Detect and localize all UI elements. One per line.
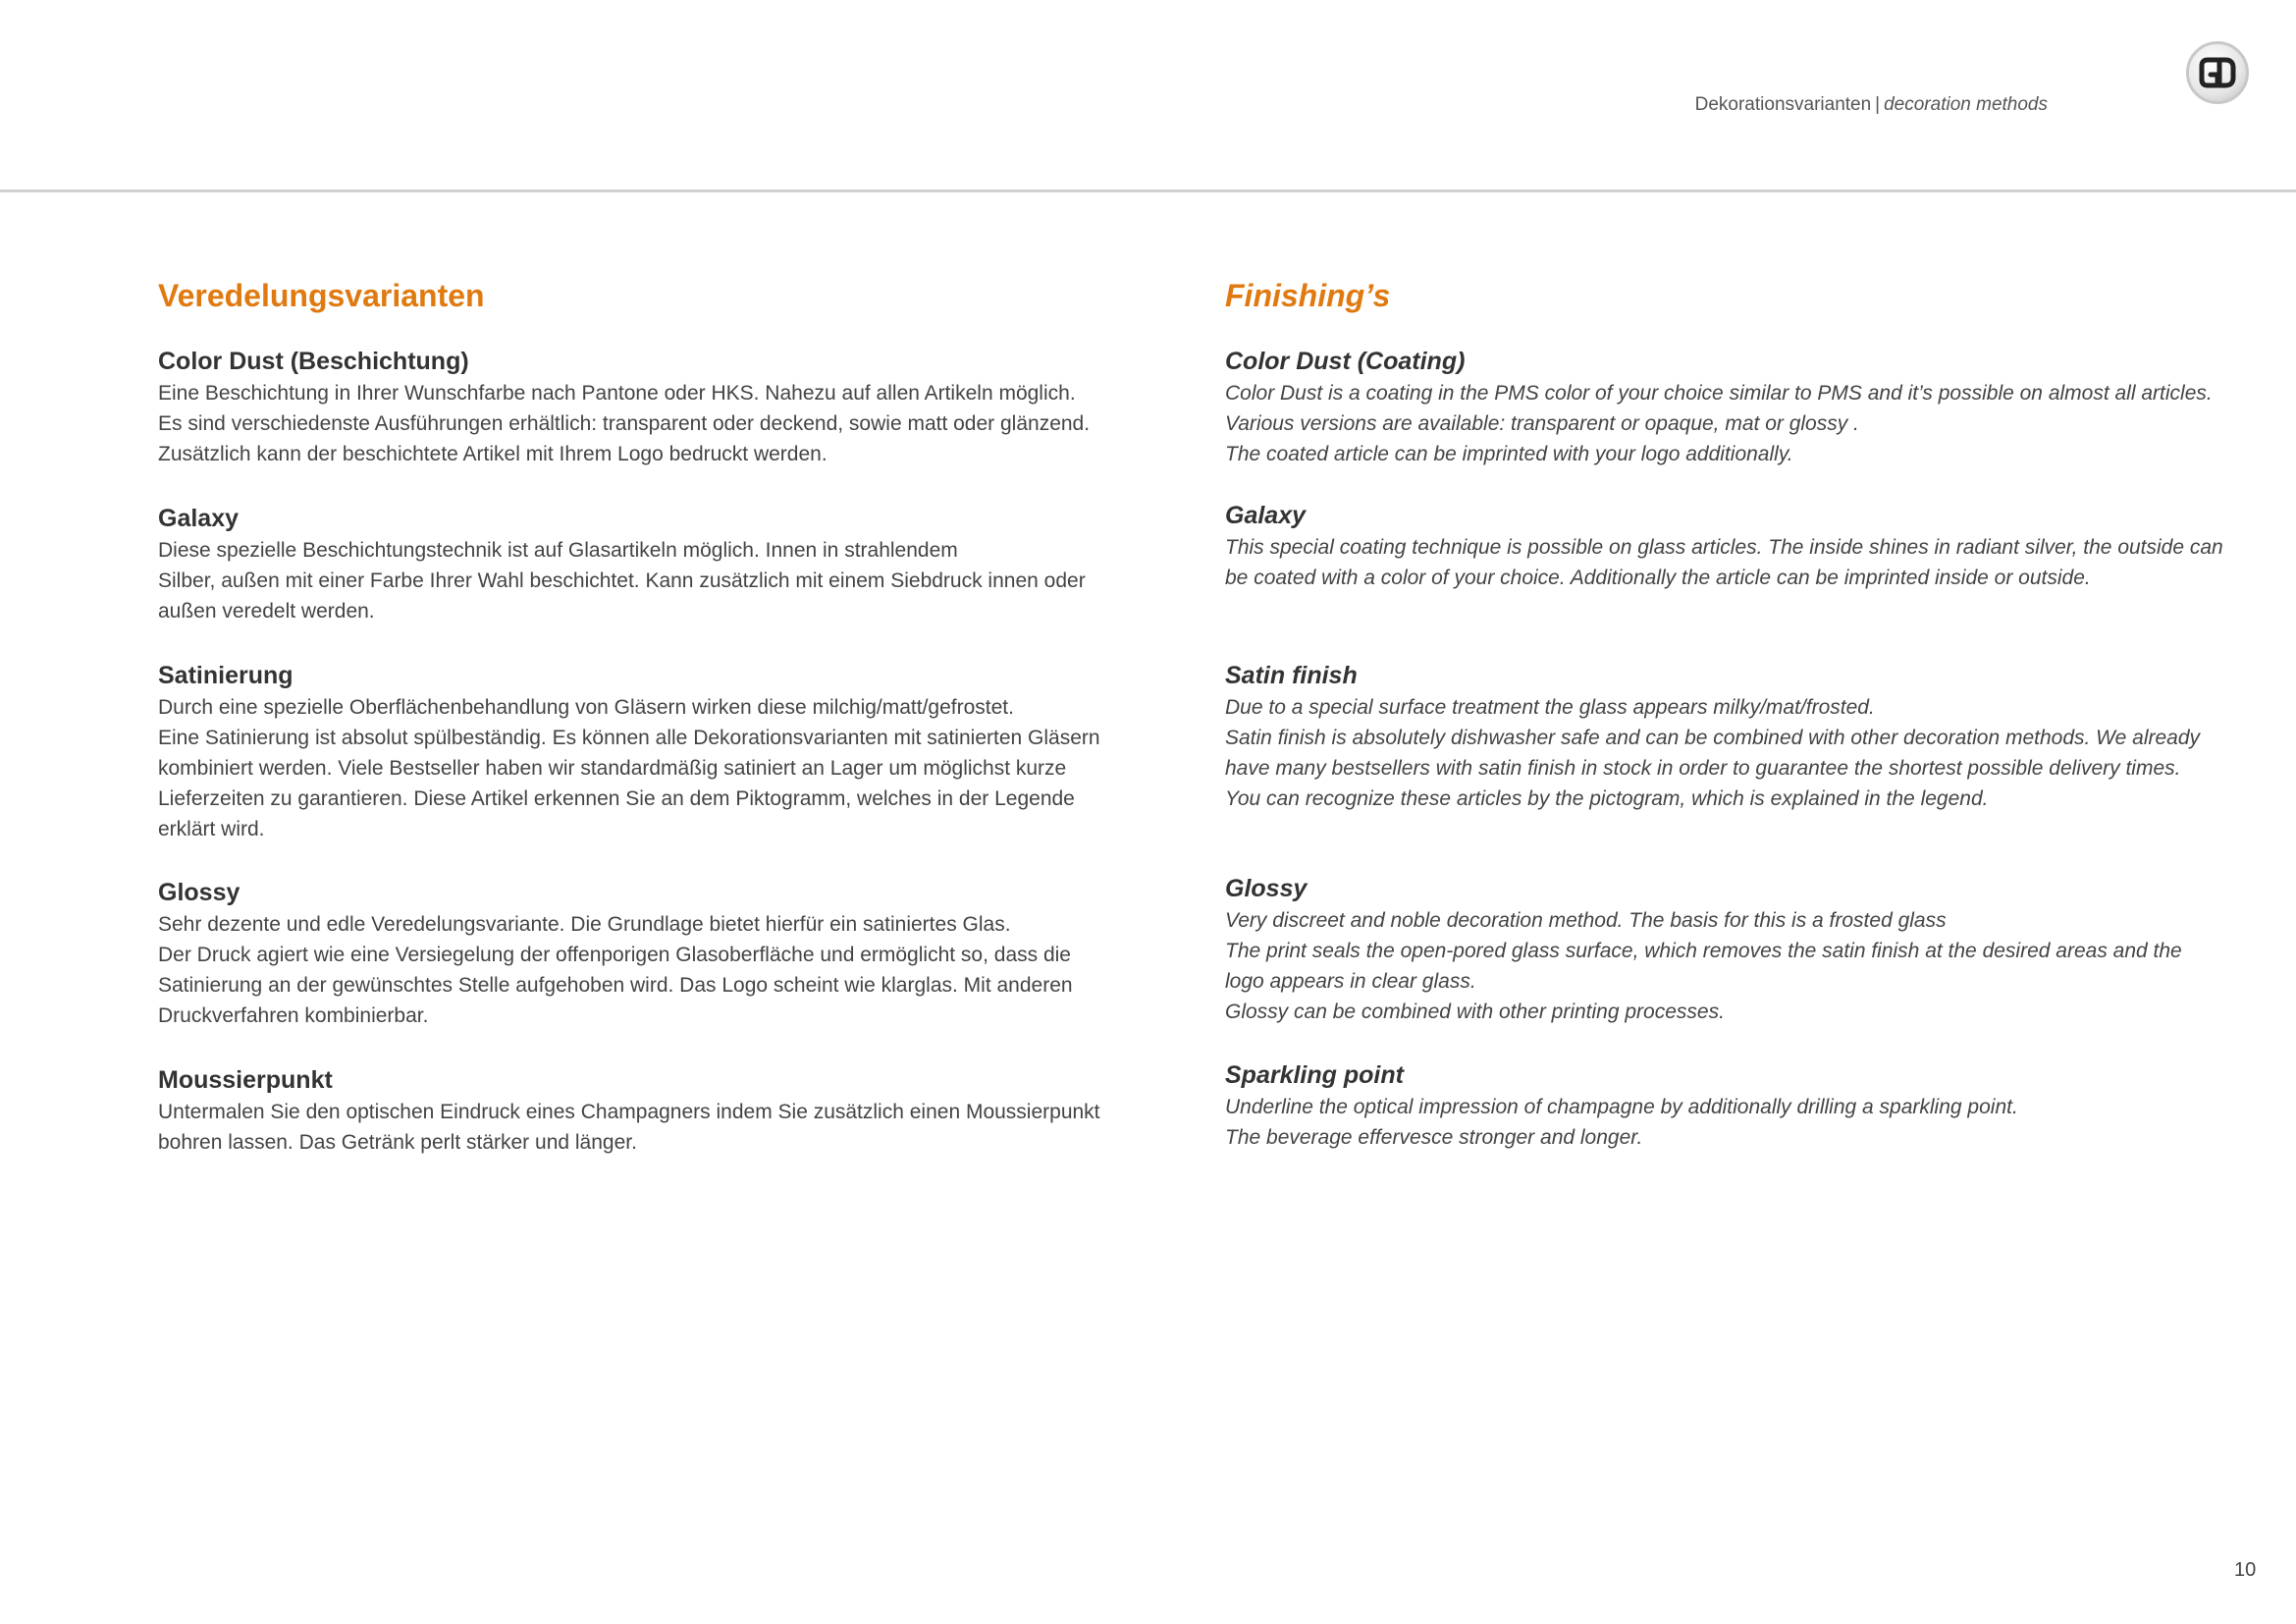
section-line: be coated with a color of your choice. Additionally the article can be imprinted inside or outside.: [1225, 567, 2091, 589]
section-line: Eine Satinierung ist absolut spülbeständig. Es können alle Dekorationsvarianten mit satinierten Gläsern: [158, 727, 1100, 749]
section-title: Glossy: [158, 879, 240, 906]
section-line: Der Druck agiert wie eine Versiegelung der offenporigen Glasoberfläche und ermöglicht so, dass die: [158, 944, 1071, 966]
section-line: Due to a special surface treatment the glass appears milky/mat/frosted.: [1225, 696, 1875, 719]
section-line: You can recognize these articles by the pictogram, which is explained in the legend.: [1225, 787, 1989, 810]
section-line: Zusätzlich kann der beschichtete Artikel mit Ihrem Logo bedruckt werden.: [158, 443, 828, 465]
header-separator: |: [1875, 94, 1881, 115]
section-title: Sparkling point: [1225, 1061, 1404, 1089]
section-line: Color Dust is a coating in the PMS color of your choice similar to PMS and it’s possible on almost all articles.: [1225, 382, 2213, 405]
section-line: Satin finish is absolutely dishwasher safe and can be combined with other decoration methods. We already: [1225, 727, 2201, 749]
section-glossy-de: [158, 876, 1100, 1031]
section-color-dust-de: [158, 345, 1100, 469]
section-sparkling-point-en: [1225, 1058, 2167, 1153]
section-line: bohren lassen. Das Getränk perlt stärker und länger.: [158, 1131, 637, 1154]
german-column-title: Veredelungsvarianten: [158, 278, 485, 313]
company-logo: [2186, 41, 2249, 104]
section-line: Glossy can be combined with other printing processes.: [1225, 1001, 1725, 1023]
section-line: erklärt wird.: [158, 818, 265, 840]
section-satinierung-de: [158, 659, 1100, 844]
section-line: Silber, außen mit einer Farbe Ihrer Wahl beschichtet. Kann zusätzlich mit einem Siebdruck innen oder: [158, 569, 1086, 592]
section-title: Color Dust (Beschichtung): [158, 348, 469, 375]
section-title: Color Dust (Coating): [1225, 348, 1466, 375]
section-line: Durch eine spezielle Oberflächenbehandlung von Gläsern wirken diese milchig/matt/gefrostet.: [158, 696, 1014, 719]
section-line: Various versions are available: transparent or opaque, mat or glossy .: [1225, 412, 1859, 435]
section-line: have many bestsellers with satin finish in stock in order to guarantee the shortest possible delivery times.: [1225, 757, 2181, 780]
english-column-title: Finishing’s: [1225, 278, 1391, 313]
section-line: Es sind verschiedenste Ausführungen erhältlich: transparent oder deckend, sowie matt oder glänzend.: [158, 412, 1091, 435]
header-label-english: decoration methods: [1884, 94, 2048, 115]
section-galaxy-en: [1225, 499, 2223, 593]
section-line: The beverage effervesce stronger and longer.: [1225, 1126, 1643, 1149]
section-title: Glossy: [1225, 875, 1308, 902]
section-line: Druckverfahren kombinierbar.: [158, 1004, 429, 1027]
section-line: Untermalen Sie den optischen Eindruck eines Champagners indem Sie zusätzlich einen Moussierpunkt: [158, 1101, 1100, 1123]
section-line: außen veredelt werden.: [158, 600, 375, 623]
section-galaxy-de: [158, 502, 1100, 626]
section-line: Underline the optical impression of champagne by additionally drilling a sparkling point.: [1225, 1096, 2018, 1118]
section-line: Eine Beschichtung in Ihrer Wunschfarbe nach Pantone oder HKS. Nahezu auf allen Artikeln möglich.: [158, 382, 1076, 405]
section-line: Sehr dezente und edle Veredelungsvariante. Die Grundlage bietet hierfür ein satiniertes Glas.: [158, 913, 1011, 936]
section-color-dust-en: [1225, 345, 2213, 469]
section-title: Galaxy: [158, 505, 240, 532]
section-line: kombiniert werden. Viele Bestseller haben wir standardmäßig satiniert an Lager um möglichst kurze: [158, 757, 1067, 780]
section-line: Satinierung an der gewünschtes Stelle aufgehoben wird. Das Logo scheint wie klarglas. Mit anderen: [158, 974, 1073, 997]
section-title: Satinierung: [158, 662, 294, 689]
section-title: Galaxy: [1225, 502, 1307, 529]
page-number: 10: [2234, 1559, 2257, 1581]
english-column: [1225, 273, 2223, 1149]
section-satin-finish-en: [1225, 659, 2201, 814]
header-divider: [0, 189, 2296, 192]
german-column: [158, 273, 1100, 1154]
section-line: logo appears in clear glass.: [1225, 970, 1476, 993]
header-label-german: Dekorationsvarianten: [1694, 94, 1872, 115]
section-line: This special coating technique is possible on glass articles. The inside shines in radiant silver, the outside can: [1225, 536, 2223, 559]
section-title: Moussierpunkt: [158, 1066, 333, 1094]
gd-logo-icon: [2196, 51, 2239, 94]
section-glossy-en: [1225, 872, 2182, 1027]
section-line: Diese spezielle Beschichtungstechnik ist auf Glasartikeln möglich. Innen in strahlendem: [158, 539, 958, 562]
section-line: The print seals the open-pored glass surface, which removes the satin finish at the desired areas and the: [1225, 940, 2182, 962]
section-title: Satin finish: [1225, 662, 1358, 689]
section-line: The coated article can be imprinted with your logo additionally.: [1225, 443, 1793, 465]
section-line: Very discreet and noble decoration method. The basis for this is a frosted glass: [1225, 909, 1947, 932]
running-header: [1695, 94, 2048, 116]
section-line: Lieferzeiten zu garantieren. Diese Artikel erkennen Sie an dem Piktogramm, welches in der Legende: [158, 787, 1075, 810]
section-moussierpunkt-de: [158, 1063, 1100, 1158]
